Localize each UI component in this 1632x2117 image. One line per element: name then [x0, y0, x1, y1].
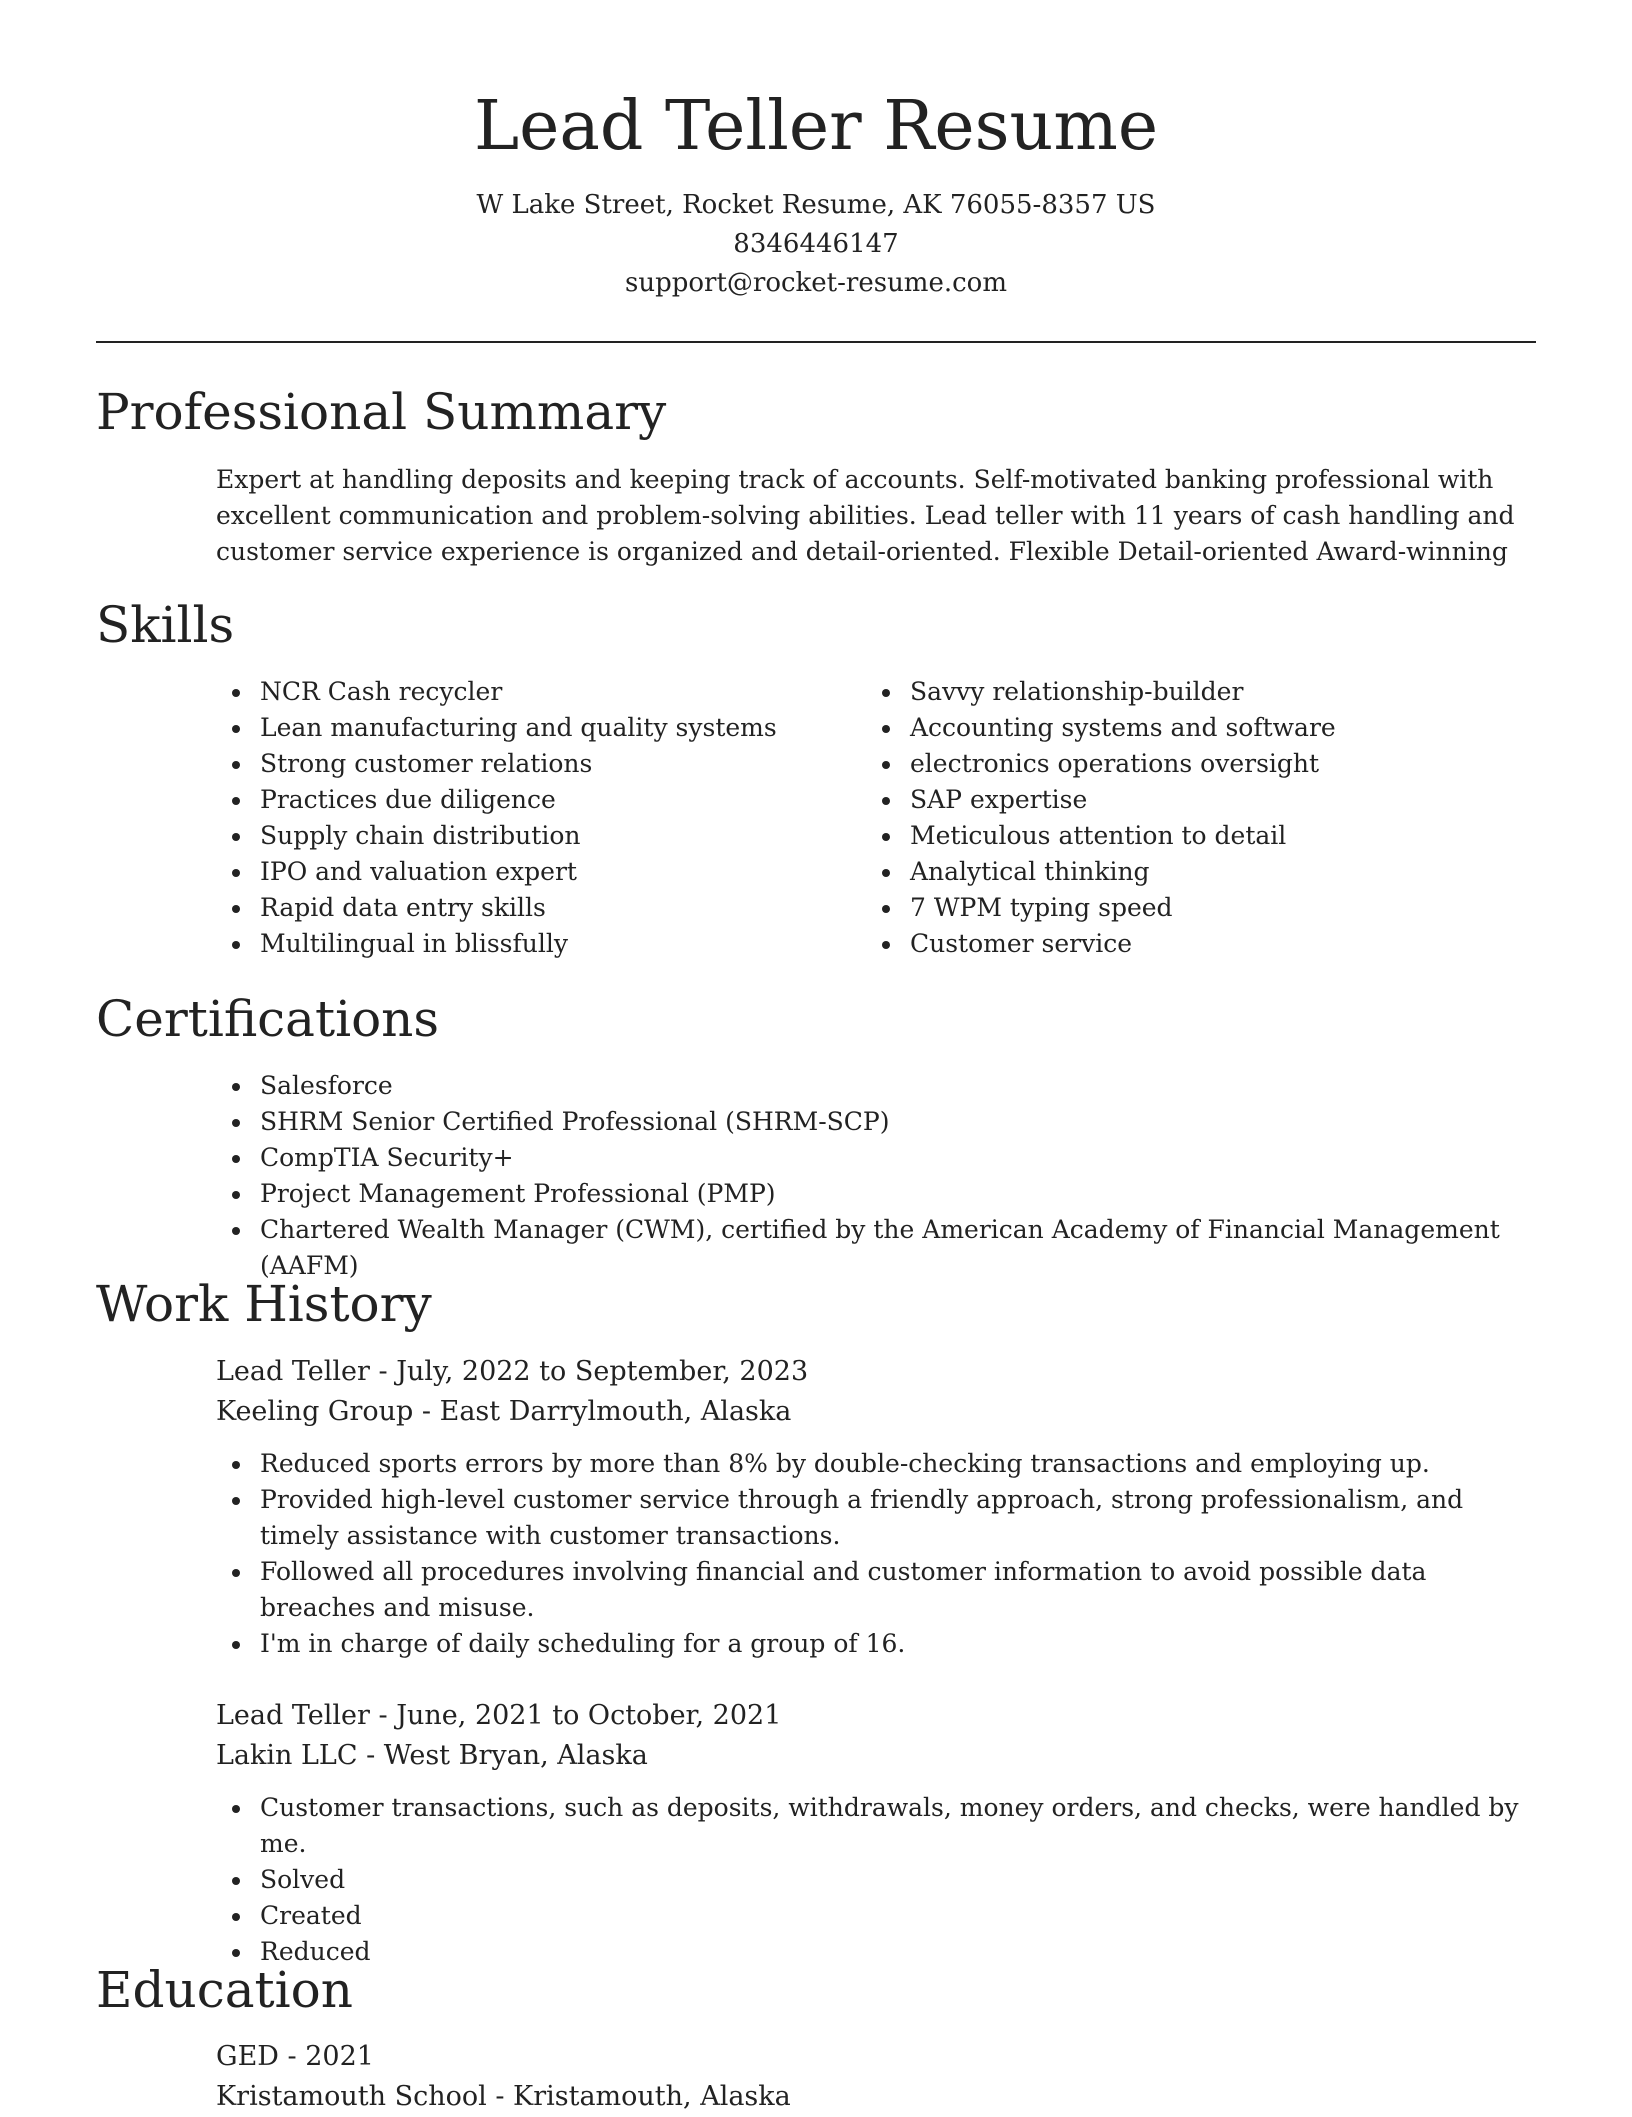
- contact-email: support@rocket-resume.com: [624, 268, 1007, 298]
- section-title-education: Education: [96, 1961, 353, 2019]
- header-divider: [96, 341, 1536, 343]
- skills-list-left: [216, 674, 856, 962]
- education-school: Kristamouth School - Kristamouth, Alaska: [216, 2081, 791, 2112]
- skill-item: Lean manufacturing and quality systems: [216, 710, 856, 746]
- certification-item: Chartered Wealth Manager (CWM), certified by the American Academy of Financial Management (AAFM): [216, 1212, 1536, 1284]
- section-title-work-history: Work History: [96, 1275, 432, 1333]
- skill-item: Rapid data entry skills: [216, 890, 856, 926]
- job-bullet: Reduced: [216, 1934, 1536, 1970]
- contact-phone: 8346446147: [733, 229, 899, 259]
- job-bullet: Provided high-level customer service through a friendly approach, strong professionalism, and timely assistance with customer transactions.: [216, 1482, 1536, 1554]
- resume-name: Lead Teller Resume: [473, 87, 1159, 166]
- job-bullet: Solved: [216, 1862, 1536, 1898]
- certification-item: Salesforce: [216, 1068, 1536, 1104]
- job-bullet: Reduced sports errors by more than 8% by double-checking transactions and employing up.: [216, 1446, 1536, 1482]
- job-bullet: Followed all procedures involving financial and customer information to avoid possible data breaches and misuse.: [216, 1554, 1536, 1626]
- job-title: Lead Teller - June, 2021 to October, 2021: [216, 1700, 782, 1731]
- job-title: Lead Teller - July, 2022 to September, 2023: [216, 1356, 809, 1387]
- job-bullet: I'm in charge of daily scheduling for a group of 16.: [216, 1626, 1536, 1662]
- section-title-skills: Skills: [96, 596, 235, 654]
- skill-item: 7 WPM typing speed: [866, 890, 1526, 926]
- resume-header: [0, 0, 1632, 303]
- certifications-list: [216, 1068, 1536, 1284]
- certification-item: SHRM Senior Certified Professional (SHRM-SCP): [216, 1104, 1536, 1140]
- education-degree: GED - 2021: [216, 2041, 374, 2072]
- certification-item: CompTIA Security+: [216, 1140, 1536, 1176]
- skill-item: Practices due diligence: [216, 782, 856, 818]
- skill-item: IPO and valuation expert: [216, 854, 856, 890]
- job-bullet: Created: [216, 1898, 1536, 1934]
- skill-item: Savvy relationship-builder: [866, 674, 1526, 710]
- skill-item: SAP expertise: [866, 782, 1526, 818]
- certification-item: Project Management Professional (PMP): [216, 1176, 1536, 1212]
- skill-item: Meticulous attention to detail: [866, 818, 1526, 854]
- job-bullets: [216, 1446, 1536, 1662]
- skill-item: Accounting systems and software: [866, 710, 1526, 746]
- job-bullet: Customer transactions, such as deposits, withdrawals, money orders, and checks, were handled by me.: [216, 1790, 1536, 1862]
- section-title-summary: Professional Summary: [96, 383, 667, 441]
- skill-item: NCR Cash recycler: [216, 674, 856, 710]
- job-company: Keeling Group - East Darrylmouth, Alaska: [216, 1396, 792, 1427]
- skills-list-right: [866, 674, 1526, 962]
- skill-item: Strong customer relations: [216, 746, 856, 782]
- contact-info: [0, 186, 1632, 303]
- summary-text: Expert at handling deposits and keeping track of accounts. Self-motivated banking professional with excellent communication and problem-solving abilities. Lead teller with 11 years of cash handling and customer service experience is organized and detail-oriented. Flexible Detail-oriented Award-winning: [216, 465, 1515, 566]
- skill-item: Customer service: [866, 926, 1526, 962]
- contact-address: W Lake Street, Rocket Resume, AK 76055-8357 US: [476, 190, 1156, 220]
- skill-item: electronics operations oversight: [866, 746, 1526, 782]
- job-company: Lakin LLC - West Bryan, Alaska: [216, 1740, 648, 1771]
- section-title-certifications: Certifications: [96, 990, 440, 1048]
- job-bullets: [216, 1790, 1536, 1970]
- skill-item: Supply chain distribution: [216, 818, 856, 854]
- skill-item: Analytical thinking: [866, 854, 1526, 890]
- skill-item: Multilingual in blissfully: [216, 926, 856, 962]
